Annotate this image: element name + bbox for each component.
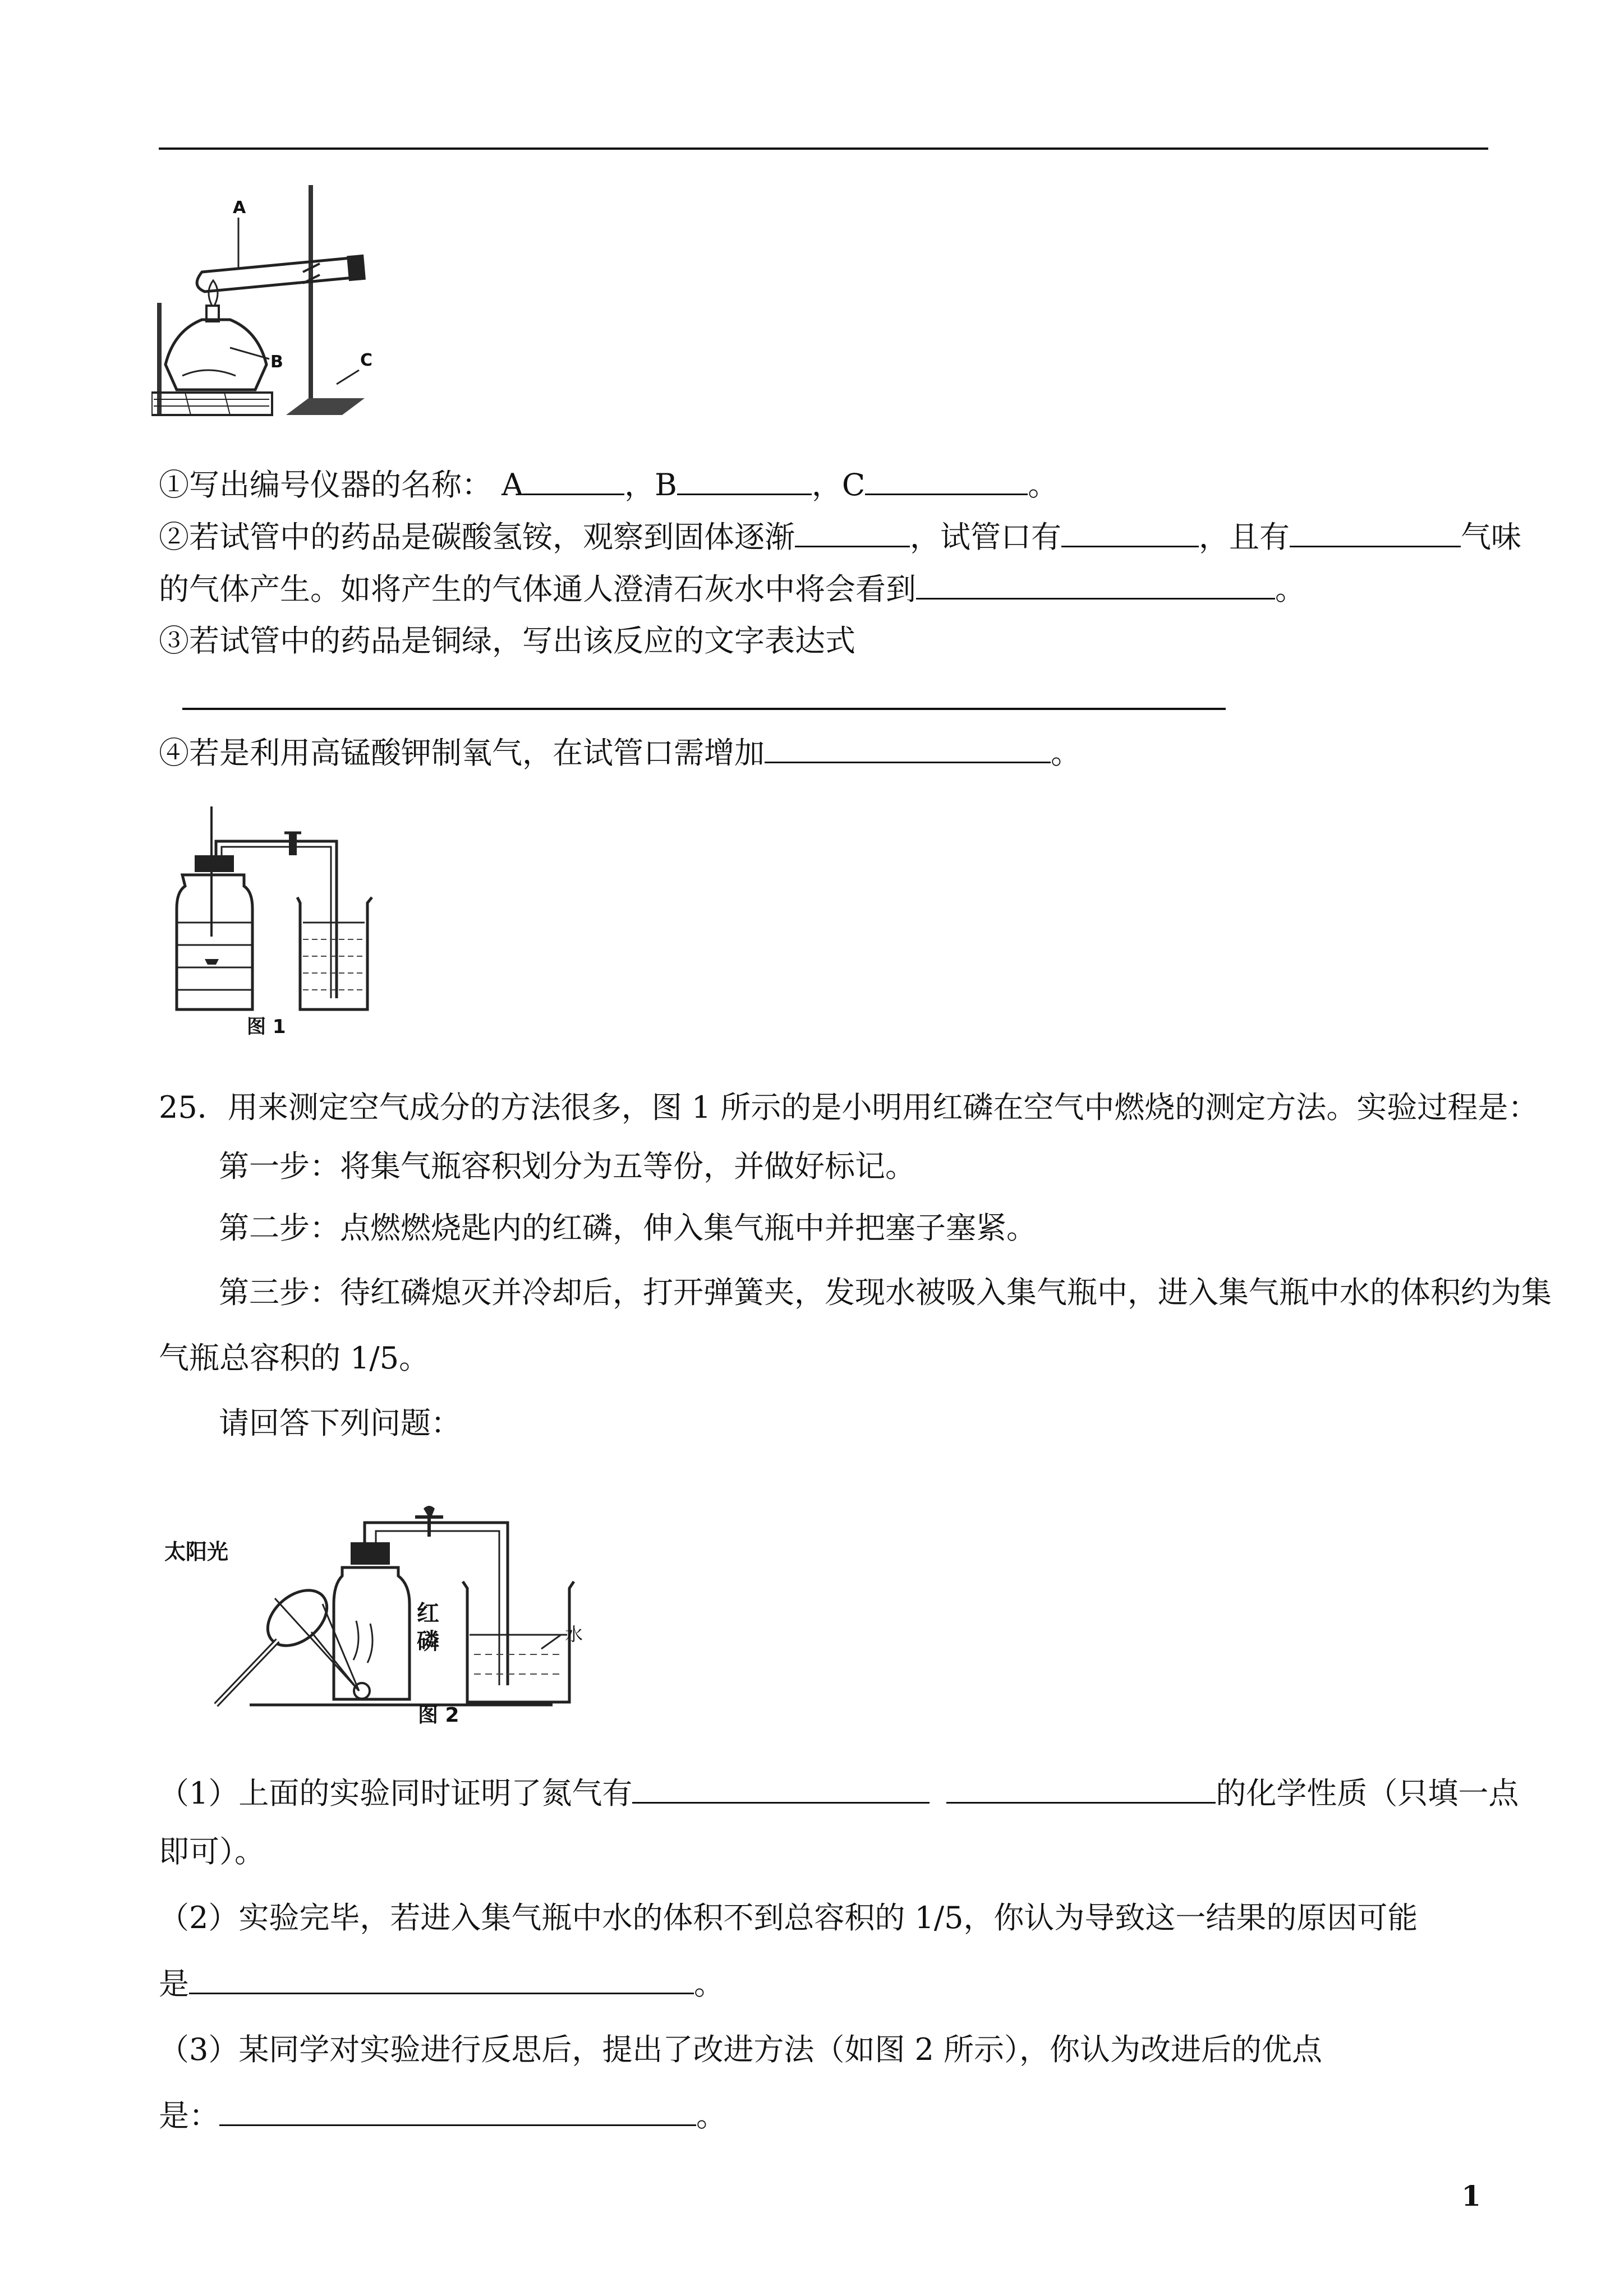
q24-line-3: 的气体产生。如将产生的气体通人澄清石灰水中将会看到 。 [159,571,1305,607]
q25-step-3-line-2: 气瓶总容积的 1/5。 [159,1340,430,1376]
label-b: B [270,352,283,372]
q25-prompt: 请回答下列问题： [219,1405,461,1441]
question-3-line-2: 是： 。 [159,2098,726,2133]
figure-2-apparatus [160,1464,609,1727]
blank-solid-change[interactable] [795,519,910,547]
q25-step-2: 第二步：点燃燃烧匙内的红磷，伸入集气瓶中并把塞子塞紧。 [219,1210,1037,1246]
blank-a[interactable] [523,467,624,495]
blank-improvement-advantage[interactable] [219,2097,696,2126]
blank-nitrogen-property-1[interactable] [632,1775,930,1804]
figure-2-label: 图 2 [418,1704,459,1727]
page-number: 1 [1461,2179,1481,2212]
header-rule [159,147,1488,150]
question-1-line-1: （1）上面的实验同时证明了氮气有 的化学性质（只填一点 [159,1776,1519,1811]
q24-line-1: ①写出编号仪器的名称： A ，B ，C 。 [159,467,1059,502]
q24-line-4: ③若试管中的药品是铜绿，写出该反应的文字表达式 [159,623,855,658]
figure-1-label: 图 1 [247,1016,286,1038]
question-2-line-1: （2）实验完毕，若进入集气瓶中水的体积不到总容积的 1/5，你认为导致这一结果的原因可能 [159,1900,1418,1935]
blank-tube-addition[interactable] [765,735,1051,763]
q24-line-2: ②若试管中的药品是碳酸氢铵，观察到固体逐渐 ，试管口有 ，且有 气味 [159,519,1521,555]
blank-limewater-observation[interactable] [916,571,1275,600]
question-1-line-2: 即可）。 [159,1834,265,1869]
question-3-line-1: （3）某同学对实验进行反思后，提出了改进方法（如图 2 所示），你认为改进后的优点 [159,2032,1323,2067]
blank-word-equation[interactable] [182,708,1226,710]
q25-intro: 25．用来测定空气成分的方法很多，图 1 所示的是小明用红磷在空气中燃烧的测定方法。实验过程是： [159,1090,1539,1125]
label-a: A [233,198,246,218]
blank-tube-mouth[interactable] [1061,519,1199,547]
q24-line-5: ④若是利用高锰酸钾制氧气，在试管口需增加 。 [159,735,1081,771]
blank-error-reason[interactable] [189,1966,694,1994]
water-label: 水 [565,1624,583,1645]
q25-step-3-line-1: 第三步：待红磷熄灭并冷却后，打开弹簧夹，发现水被吸入集气瓶中，进入集气瓶中水的体积约为集 [219,1275,1552,1310]
blank-odor[interactable] [1290,519,1461,547]
sunlight-label: 太阳光 [164,1539,229,1564]
q25-step-1: 第一步：将集气瓶容积划分为五等份，并做好标记。 [219,1149,915,1184]
question-2-line-2: 是 。 [159,1966,724,2002]
figure-1-apparatus [160,802,395,1043]
label-c: C [360,351,373,370]
red-phosphorus-label-1: 红 [417,1601,439,1626]
blank-c[interactable] [865,467,1028,495]
heating-apparatus-figure [151,179,387,426]
blank-nitrogen-property-2[interactable] [946,1775,1216,1804]
red-phosphorus-label-2: 磷 [417,1629,439,1654]
blank-b[interactable] [677,467,812,495]
